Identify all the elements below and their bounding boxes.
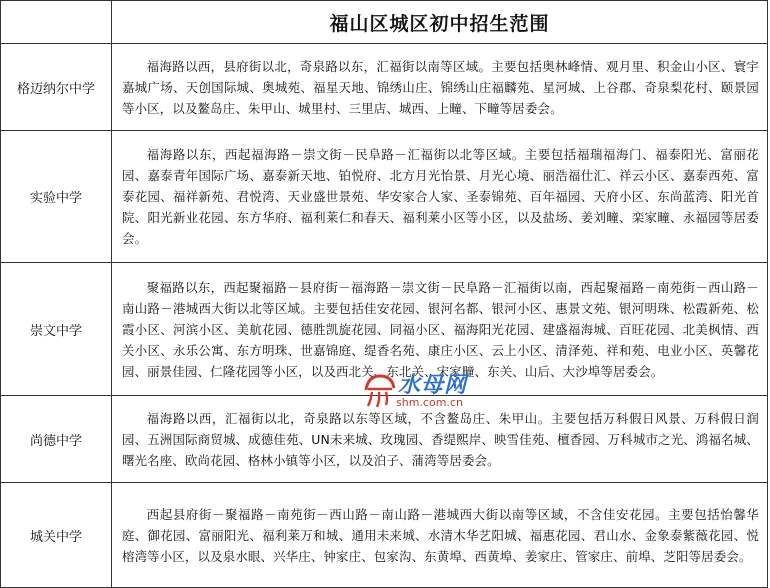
zone-description: 福海路以东，西起福海路－崇文街－民阜路－汇福街以北等区域。主要包括福瑞福海门、福泰阳光、富丽花园、嘉泰青年国际广场、嘉泰新天地、铂悦府、北方月光怡景、月光心境、丽浩福仕汇、祥云小区、嘉泰西苑、富泰花园、福祥新苑、君悦湾、天业盛世景苑、华安家合人家、圣泰锦苑、百年福园、天府小区、东尚蓝湾、阳光首院、阳光新业花园、东方华府、福利莱仁和春天、福利莱小区等小区，以及盐场、姜刘疃、栾家疃、永福园等居委会。: [112, 131, 768, 263]
zone-description: 西起县府街－聚福路－南苑街－西山路－南山路－港城西大街以南等区域，不含佳安花园。主要包括怡馨华庭、御花园、富丽阳光、福利莱万和城、通用未来城、水清木华艺阳城、福惠花园、君山水、金象泰紫薇花园、悦榕湾等小区，以及泉水眼、兴华庄、钟家庄、包家沟、东黄埠、西黄埠、姜家庄、管家庄、前埠、芝阳等居委会。: [112, 483, 768, 588]
school-name: 格迈纳尔中学: [1, 44, 112, 131]
zone-description: 福海路以西，县府街以北，奇泉路以东，汇福街以南等区域。主要包括奥林峰情、观月里、积金山小区、寰宇嘉城广场、天创国际城、奥城苑、福星天地、锦绣山庄、锦绣山庄福麟苑、星河城、上谷郡、奇泉梨花村、颐景园等小区，以及鳌岛庄、朱甲山、城里村、三里店、城西、上疃、下疃等居委会。: [112, 44, 768, 131]
table-title: 福山区城区初中招生范围: [112, 1, 768, 44]
site-watermark: [360, 366, 520, 416]
watermark-name: 水母网: [398, 373, 468, 398]
school-name: 崇文中学: [1, 263, 112, 396]
watermark-url: shm.com.cn: [396, 396, 463, 409]
zone-description: 福海路以西，汇福街以北，奇泉路以东等区域，不含鳌岛庄、朱甲山。主要包括万科假日风景、万科假日润园、五洲国际商贸城、成德佳苑、UN未来城、玫瑰园、香缇熙岸、映雪佳苑、檀香园、万科城市之光、鸿福名城、曙光名座、欧尚花园、格林小镇等小区，以及泊子、蒲湾等居委会。: [112, 396, 768, 483]
table-row: [1, 483, 768, 588]
school-name: 实验中学: [1, 131, 112, 263]
school-name: 尚德中学: [1, 396, 112, 483]
table-row: [1, 131, 768, 263]
school-name: 城关中学: [1, 483, 112, 588]
table-row: [1, 44, 768, 131]
header-corner-cell: [1, 1, 112, 44]
zone-description: 聚福路以东，西起聚福路－县府街－福海路－崇文街－民阜路－汇福街以南，西起聚福路－南苑街－西山路－南山路－港城西大街以北等区域。主要包括佳安花园、银河名都、银河小区、惠景文苑、银河明珠、松霞新苑、松霞小区、河滨小区、美航花园、德胜凯旋花园、同福小区、福海阳光花园、建盛福海城、百旺花园、北美枫情、西关小区、永乐公寓、东方明珠、世嘉锦庭、缇香名苑、康庄小区、云上小区、清泽苑、祥和苑、电业小区、英馨花园、丽景佳园、仁隆花园等小区，以及西北关、东北关、宋家疃、东关、山后、大沙埠等居委会。: [112, 263, 768, 396]
jellyfish-logo-icon: [360, 370, 400, 410]
